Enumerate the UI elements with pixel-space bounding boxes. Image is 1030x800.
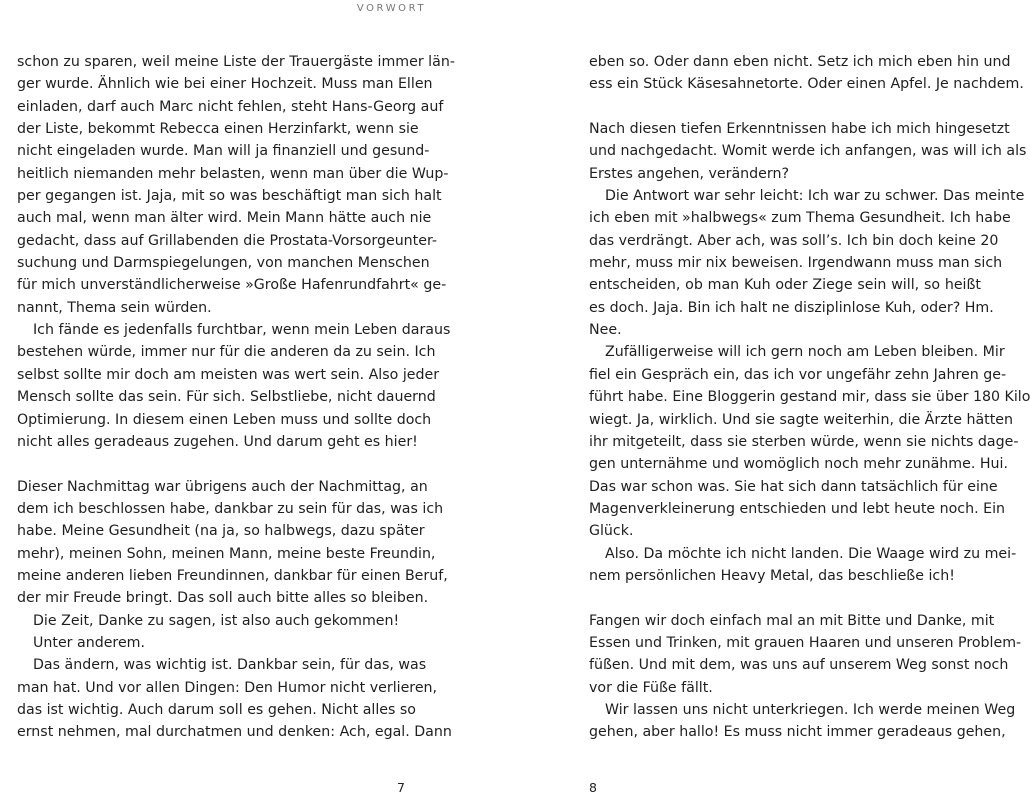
text-line: dem ich beschlossen habe, dankbar zu sein für das, was ich [17, 500, 444, 517]
text-line: Essen und Trinken, mit grauen Haaren und unseren Problem- [589, 634, 1022, 651]
text-line: Zufälligerweise will ich gern noch am Leben bleiben. Mir [605, 344, 1005, 361]
right-page-number: 8 [589, 780, 597, 795]
text-line: Wir lassen uns nicht unterkriegen. Ich werde meinen Weg [605, 701, 1016, 718]
text-line: der Liste, bekommt Rebecca einen Herzinfarkt, wenn sie [17, 121, 419, 138]
text-line: es doch. Jaja. Bin ich halt ne disziplinlose Kuh, oder? Hm. [589, 299, 994, 316]
text-line: ihr mitgeteilt, dass sie sterben würde, wenn sie nichts dage- [589, 433, 1019, 450]
text-line: Glück. [589, 523, 634, 540]
text-line: nem persönlichen Heavy Metal, das beschließe ich! [589, 567, 955, 584]
text-line: heitlich niemanden mehr belasten, wenn man über die Wup- [17, 165, 449, 182]
right-page-text [589, 51, 1030, 744]
text-line: Die Zeit, Danke zu sagen, ist also auch gekommen! [33, 612, 400, 629]
text-line: Fangen wir doch einfach mal an mit Bitte und Danke, mit [589, 612, 995, 629]
text-line: ich eben mit »halbwegs« zum Thema Gesundheit. Ich habe [589, 210, 1011, 227]
text-line: Optimierung. In diesem einen Leben muss und sollte doch [17, 411, 432, 428]
text-line: Nee. [589, 322, 622, 339]
text-line: mehr), meinen Sohn, meinen Mann, meine beste Freundin, [17, 545, 436, 562]
text-line: selbst sollte mir doch am meisten was wert sein. Also jeder [17, 366, 440, 383]
text-line: Unter anderem. [33, 634, 146, 651]
running-head: VORWORT [356, 3, 427, 14]
text-line: auch mal, wenn man älter wird. Mein Mann hätte auch nie [17, 210, 432, 227]
text-line: gen unternähme und womöglich noch mehr zunähme. Hui. [589, 456, 1008, 473]
text-line: fiel ein Gespräch ein, das ich vor ungefähr zehn Jahren ge- [589, 366, 1007, 383]
text-line: der mir Freude bringt. Das soll auch bitte alles so bleiben. [17, 590, 429, 607]
text-line: vor die Füße fällt. [589, 679, 713, 696]
text-line: Die Antwort war sehr leicht: Ich war zu schwer. Das meinte [605, 188, 1025, 205]
text-line: gehen, aber hallo! Es muss nicht immer geradeaus gehen, [589, 724, 1006, 741]
left-page-text [17, 51, 455, 744]
text-line: ess ein Stück Käsesahnetorte. Oder einen Apfel. Je nachdem. [589, 76, 1024, 93]
text-line: das verdrängt. Aber ach, was soll’s. Ich bin doch keine 20 [589, 232, 999, 249]
text-line: Das ändern, was wichtig ist. Dankbar sein, für das, was [33, 657, 427, 674]
text-line: führt habe. Eine Bloggerin gestand mir, dass sie über 180 Kilo [589, 389, 1030, 406]
text-line: für mich unverständlicherweise »Große Hafenrundfahrt« ge- [17, 277, 447, 294]
text-line: suchung und Darmspiegelungen, von manchen Menschen [17, 255, 430, 272]
text-line: ger wurde. Ähnlich wie bei einer Hochzeit. Muss man Ellen [17, 76, 433, 93]
text-line: nicht alles geradeaus zugehen. Und darum geht es hier! [17, 433, 418, 450]
text-line: nannt, Thema sein würden. [17, 299, 212, 316]
text-line: das ist wichtig. Auch darum soll es gehen. Nicht alles so [17, 701, 416, 718]
text-line: Ich fände es jedenfalls furchtbar, wenn mein Leben daraus [33, 322, 451, 339]
text-line: entscheiden, ob man Kuh oder Ziege sein will, so heißt [589, 277, 981, 294]
text-line: Dieser Nachmittag war übrigens auch der Nachmittag, an [17, 478, 428, 495]
text-line: gedacht, dass auf Grillabenden die Prostata-Vorsorgeunter- [17, 232, 438, 249]
text-line: Nach diesen tiefen Erkenntnissen habe ich mich hingesetzt [589, 121, 1010, 138]
text-line: man hat. Und vor allen Dingen: Den Humor nicht verlieren, [17, 679, 438, 696]
text-line: einladen, darf auch Marc nicht fehlen, steht Hans-Georg auf [17, 98, 444, 115]
paragraph-break [589, 96, 981, 118]
text-line: mehr, muss mir nix beweisen. Irgendwann muss man sich [589, 255, 1003, 272]
text-line: bestehen würde, immer nur für die anderen da zu sein. Ich [17, 344, 436, 361]
text-line: nicht eingeladen wurde. Man will ja finanziell und gesund- [17, 143, 430, 160]
paragraph-break [589, 587, 981, 609]
text-line: wiegt. Ja, wirklich. Und sie sagte weiterhin, die Ärzte hätten [589, 411, 1014, 428]
text-line: Mensch sollte das sein. Für sich. Selbstliebe, nicht dauernd [17, 389, 436, 406]
text-line: schon zu sparen, weil meine Liste der Trauergäste immer län- [17, 54, 455, 70]
text-line: Das war schon was. Sie hat sich dann tatsächlich für eine [589, 478, 998, 495]
text-line: eben so. Oder dann eben nicht. Setz ich mich eben hin und [589, 54, 1011, 70]
text-line: meine anderen lieben Freundinnen, dankbar für einen Beruf, [17, 567, 448, 584]
left-page-number: 7 [397, 780, 405, 795]
paragraph-break [17, 453, 407, 475]
text-line: ernst nehmen, mal durchatmen und denken: Ach, egal. Dann [17, 724, 452, 741]
text-line: per gegangen ist. Jaja, mit so was beschäftigt man sich halt [17, 188, 442, 205]
text-line: und nachgedacht. Womit werde ich anfangen, was will ich als [589, 143, 1027, 160]
text-line: Erstes angehen, verändern? [589, 165, 790, 182]
text-line: Also. Da möchte ich nicht landen. Die Waage wird zu mei- [605, 545, 1017, 562]
text-line: Magenverkleinerung entschieden und lebt heute noch. Ein [589, 500, 1006, 517]
text-line: füßen. Und mit dem, was uns auf unserem Weg sonst noch [589, 657, 1009, 674]
text-line: habe. Meine Gesundheit (na ja, so halbwegs, dazu später [17, 523, 425, 540]
